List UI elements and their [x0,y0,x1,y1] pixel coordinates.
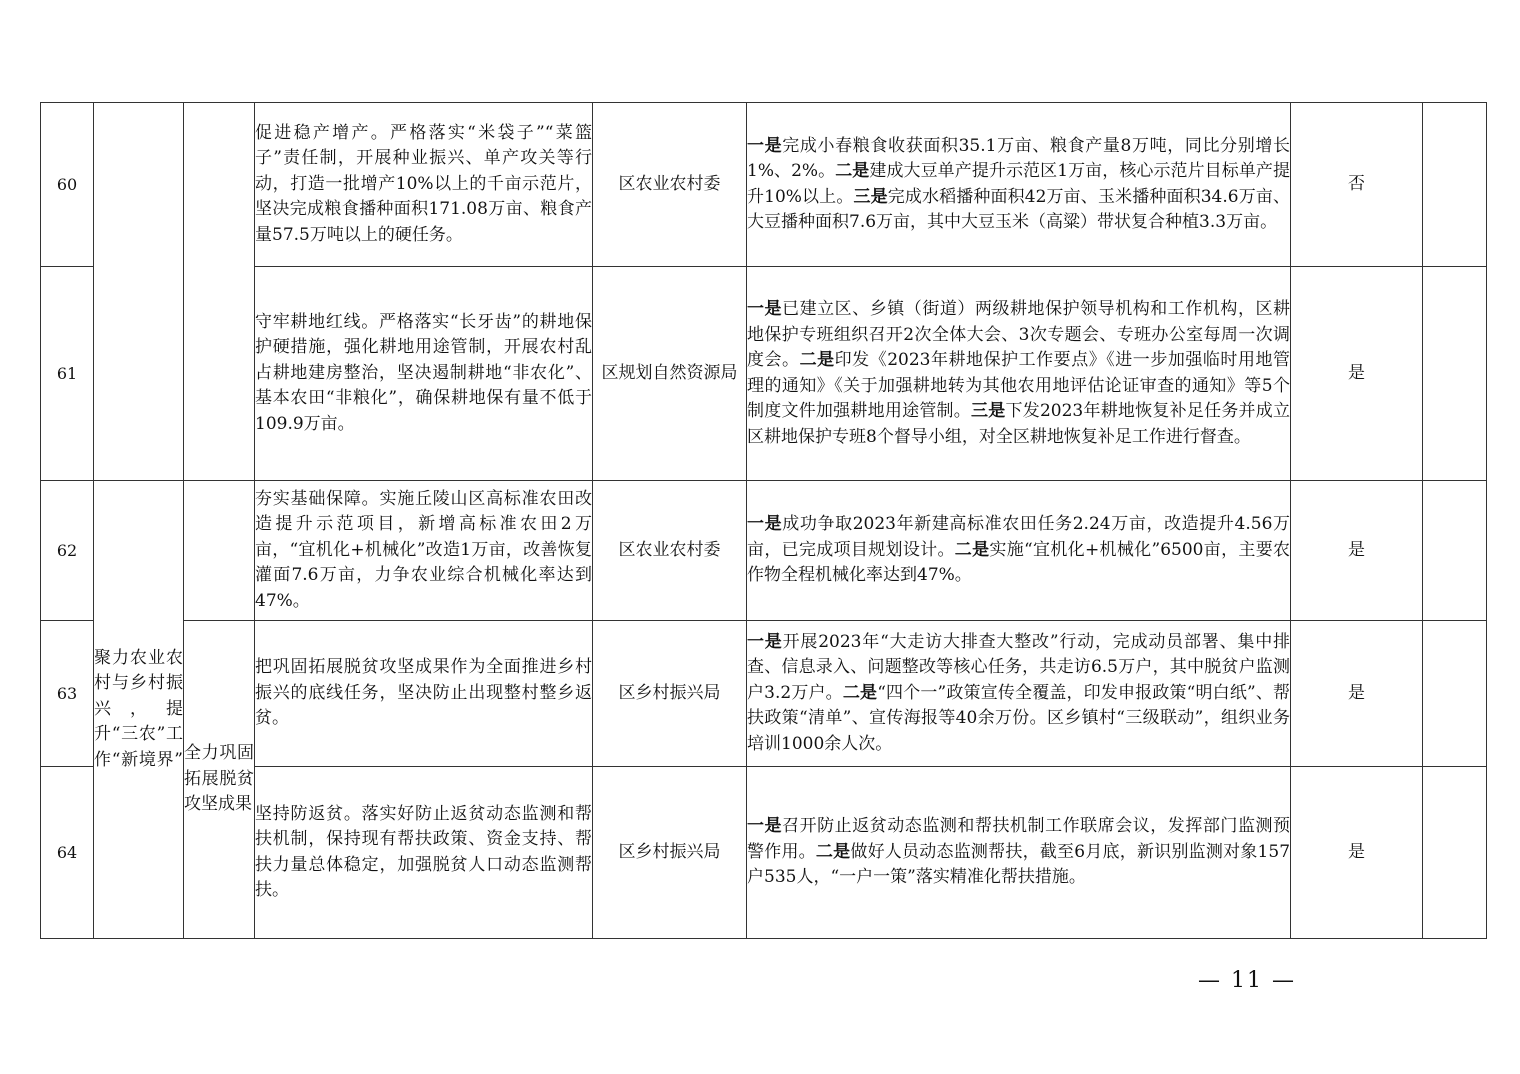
page-number: — 11 — [1198,968,1296,993]
row-number: 62 [41,481,94,621]
row-number: 63 [41,621,94,767]
progress-description: 一是开展2023年“大走访大排查大整改”行动，完成动员部署、集中排查、信息录入、问题整改等核心任务，共走访6.5万户，其中脱贫户监测户3.2万户。二是“四个一”政策宣传全覆盖，印发申报政策“明白纸”、帮扶政策“清单”、宣传海报等40余万份。区乡镇村“三级联动”，组织业务培训1000余人次。 [747,621,1291,767]
progress-description: 一是召开防止返贫动态监测和帮扶机制工作联席会议，发挥部门监测预警作用。二是做好人员动态监测帮扶，截至6月底，新识别监测对象157户535人，“一户一策”落实精准化帮扶措施。 [747,767,1291,939]
task-description: 坚持防返贫。落实好防止返贫动态监测和帮扶机制，保持现有帮扶政策、资金支持、帮扶力量总体稳定，加强脱贫人口动态监测帮扶。 [255,767,593,939]
task-description: 守牢耕地红线。严格落实“长牙齿”的耕地保护硬措施，强化耕地用途管制，开展农村乱占耕地建房整治，坚决遏制耕地“非农化”、基本农田“非粮化”，确保耕地保有量不低于109.9万亩。 [255,267,593,481]
responsible-unit: 区乡村振兴局 [593,767,747,939]
responsible-unit: 区规划自然资源局 [593,267,747,481]
row-number: 60 [41,103,94,267]
completion-status: 是 [1291,621,1423,767]
completion-status: 是 [1291,267,1423,481]
row-number: 61 [41,267,94,481]
remark-cell [1423,621,1487,767]
completion-status: 否 [1291,103,1423,267]
main-area-label: 聚力农业农村与乡村振兴，提升“三农”工作“新境界” [94,481,184,939]
remark-cell [1423,267,1487,481]
completion-status: 是 [1291,481,1423,621]
completion-status: 是 [1291,767,1423,939]
table-row [41,621,1487,767]
sub-area-blank [184,481,255,621]
sub-area-blank [184,103,255,481]
task-description: 夯实基础保障。实施丘陵山区高标准农田改造提升示范项目，新增高标准农田2万亩，“宜机化+机械化”改造1万亩，改善恢复灌面7.6万亩，力争农业综合机械化率达到47%。 [255,481,593,621]
row-number: 64 [41,767,94,939]
table-row [41,481,1487,621]
responsible-unit: 区乡村振兴局 [593,621,747,767]
responsible-unit: 区农业农村委 [593,481,747,621]
responsible-unit: 区农业农村委 [593,103,747,267]
progress-description: 一是已建立区、乡镇（街道）两级耕地保护领导机构和工作机构，区耕地保护专班组织召开2次全体大会、3次专题会、专班办公室每周一次调度会。二是印发《2023年耕地保护工作要点》《进一步加强临时用地管理的通知》《关于加强耕地转为其他农用地评估论证审查的通知》等5个制度文件加强耕地用途管制。三是下发2023年耕地恢复补足任务并成立区耕地保护专班8个督导小组，对全区耕地恢复补足工作进行督查。 [747,267,1291,481]
task-progress-table [40,102,1487,939]
main-area-blank [94,103,184,481]
remark-cell [1423,767,1487,939]
table-row [41,767,1487,939]
remark-cell [1423,481,1487,621]
sub-area-label: 全力巩固拓展脱贫攻坚成果 [184,621,255,939]
progress-description: 一是成功争取2023年新建高标准农田任务2.24万亩，改造提升4.56万亩，已完成项目规划设计。二是实施“宜机化+机械化”6500亩，主要农作物全程机械化率达到47%。 [747,481,1291,621]
table-row [41,103,1487,267]
task-description: 促进稳产增产。严格落实“米袋子”“菜篮子”责任制，开展种业振兴、单产攻关等行动，打造一批增产10%以上的千亩示范片，坚决完成粮食播种面积171.08万亩、粮食产量57.5万吨以上的硬任务。 [255,103,593,267]
table-row [41,267,1487,481]
remark-cell [1423,103,1487,267]
progress-description: 一是完成小春粮食收获面积35.1万亩、粮食产量8万吨，同比分别增长1%、2%。二是建成大豆单产提升示范区1万亩，核心示范片目标单产提升10%以上。三是完成水稻播种面积42万亩、玉米播种面积34.6万亩、大豆播种面积7.6万亩，其中大豆玉米（高粱）带状复合种植3.3万亩。 [747,103,1291,267]
task-description: 把巩固拓展脱贫攻坚成果作为全面推进乡村振兴的底线任务，坚决防止出现整村整乡返贫。 [255,621,593,767]
